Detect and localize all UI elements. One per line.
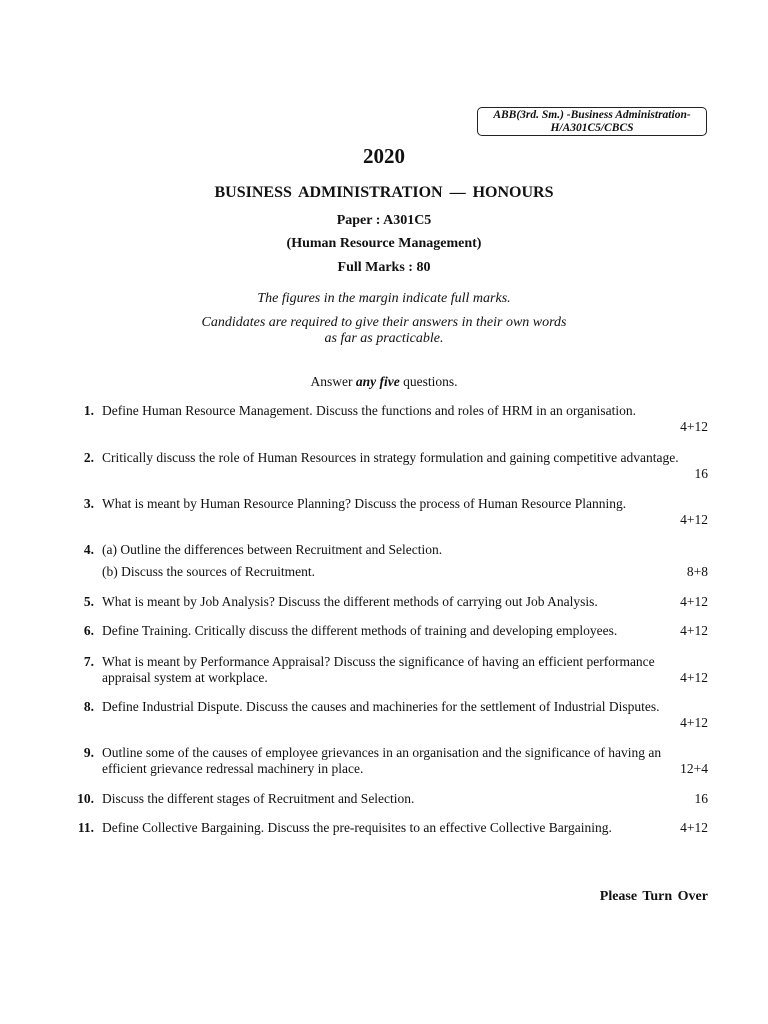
question-text-line-1: What is meant by Performance Appraisal? Discuss the significance of having an efficient performance (102, 654, 655, 669)
question-number: 8. (83, 699, 94, 714)
question-11 (60, 820, 708, 836)
question-number: 10. (77, 791, 94, 806)
question-text: Define Human Resource Management. Discuss the functions and roles of HRM in an organisation. (102, 403, 637, 418)
question-number: 1. (83, 403, 94, 418)
question-marks: 12+4 (680, 761, 708, 776)
question-number: 3. (83, 496, 94, 511)
question-text: What is meant by Job Analysis? Discuss the different methods of carrying out Job Analysis. (102, 594, 598, 609)
question-marks: 4+12 (680, 670, 708, 685)
own-words-note-line-1: Candidates are required to give their answers in their own words (201, 315, 567, 330)
instruction-before: Answer (310, 374, 353, 389)
question-5 (60, 594, 708, 610)
paper-code-box (477, 107, 707, 136)
question-2 (60, 450, 708, 482)
question-marks: 4+12 (680, 623, 708, 638)
paper-code-line-2: H/A301C5/CBCS (550, 122, 634, 134)
question-number: 9. (83, 745, 94, 760)
question-marks: 16 (694, 791, 708, 806)
question-part-b: (b) Discuss the sources of Recruitment. (102, 564, 315, 579)
margin-note: The figures in the margin indicate full marks. (257, 291, 511, 306)
question-marks: 4+12 (680, 820, 708, 835)
full-marks: Full Marks : 80 (337, 260, 431, 275)
paper-code-line-1: ABB(3rd. Sm.) -Business Administration- (493, 109, 691, 121)
question-part-a: (a) Outline the differences between Recruitment and Selection. (102, 542, 443, 557)
question-text-line-2: efficient grievance redressal machinery in place. (102, 761, 364, 776)
paper-number: Paper : A301C5 (336, 213, 432, 228)
question-marks: 16 (694, 466, 708, 481)
question-text: Critically discuss the role of Human Resources in strategy formulation and gaining competitive advantage. (102, 450, 679, 465)
answer-instruction (0, 374, 768, 390)
question-number: 5. (83, 594, 94, 609)
own-words-note-line-2: as far as practicable. (324, 331, 444, 346)
question-text: Define Training. Critically discuss the different methods of training and developing employees. (102, 623, 618, 638)
question-marks: 4+12 (680, 715, 708, 730)
question-7 (60, 654, 708, 686)
question-marks: 4+12 (680, 419, 708, 434)
question-number: 6. (83, 623, 94, 638)
question-3 (60, 496, 708, 528)
question-10 (60, 791, 708, 807)
please-turn-over: Please Turn Over (599, 889, 708, 904)
question-text: Define Collective Bargaining. Discuss the pre-requisites to an effective Collective Bargaining. (102, 820, 612, 835)
question-number: 11. (77, 820, 94, 835)
question-marks: 4+12 (680, 594, 708, 609)
instruction-emphasis: any five (355, 374, 400, 389)
question-text: What is meant by Human Resource Planning? Discuss the process of Human Resource Planning. (102, 496, 627, 511)
question-9 (60, 745, 708, 777)
question-6 (60, 623, 708, 639)
question-1 (60, 403, 708, 435)
question-marks: 8+8 (686, 564, 708, 579)
question-marks: 4+12 (680, 512, 708, 527)
instruction-after: questions. (403, 374, 458, 389)
exam-year: 2020 (363, 144, 405, 168)
question-text: Define Industrial Dispute. Discuss the causes and machineries for the settlement of Industrial Disputes. (102, 699, 660, 714)
question-text-line-2: appraisal system at workplace. (102, 670, 268, 685)
subject-title: BUSINESS ADMINISTRATION — HONOURS (214, 184, 554, 201)
paper-name: (Human Resource Management) (286, 236, 482, 251)
question-text: Discuss the different stages of Recruitment and Selection. (102, 791, 415, 806)
question-8 (60, 699, 708, 731)
question-4 (60, 542, 708, 582)
question-number: 2. (83, 450, 94, 465)
question-number: 4. (83, 542, 94, 557)
question-number: 7. (83, 654, 94, 669)
question-text-line-1: Outline some of the causes of employee grievances in an organisation and the significance of having an (102, 745, 662, 760)
